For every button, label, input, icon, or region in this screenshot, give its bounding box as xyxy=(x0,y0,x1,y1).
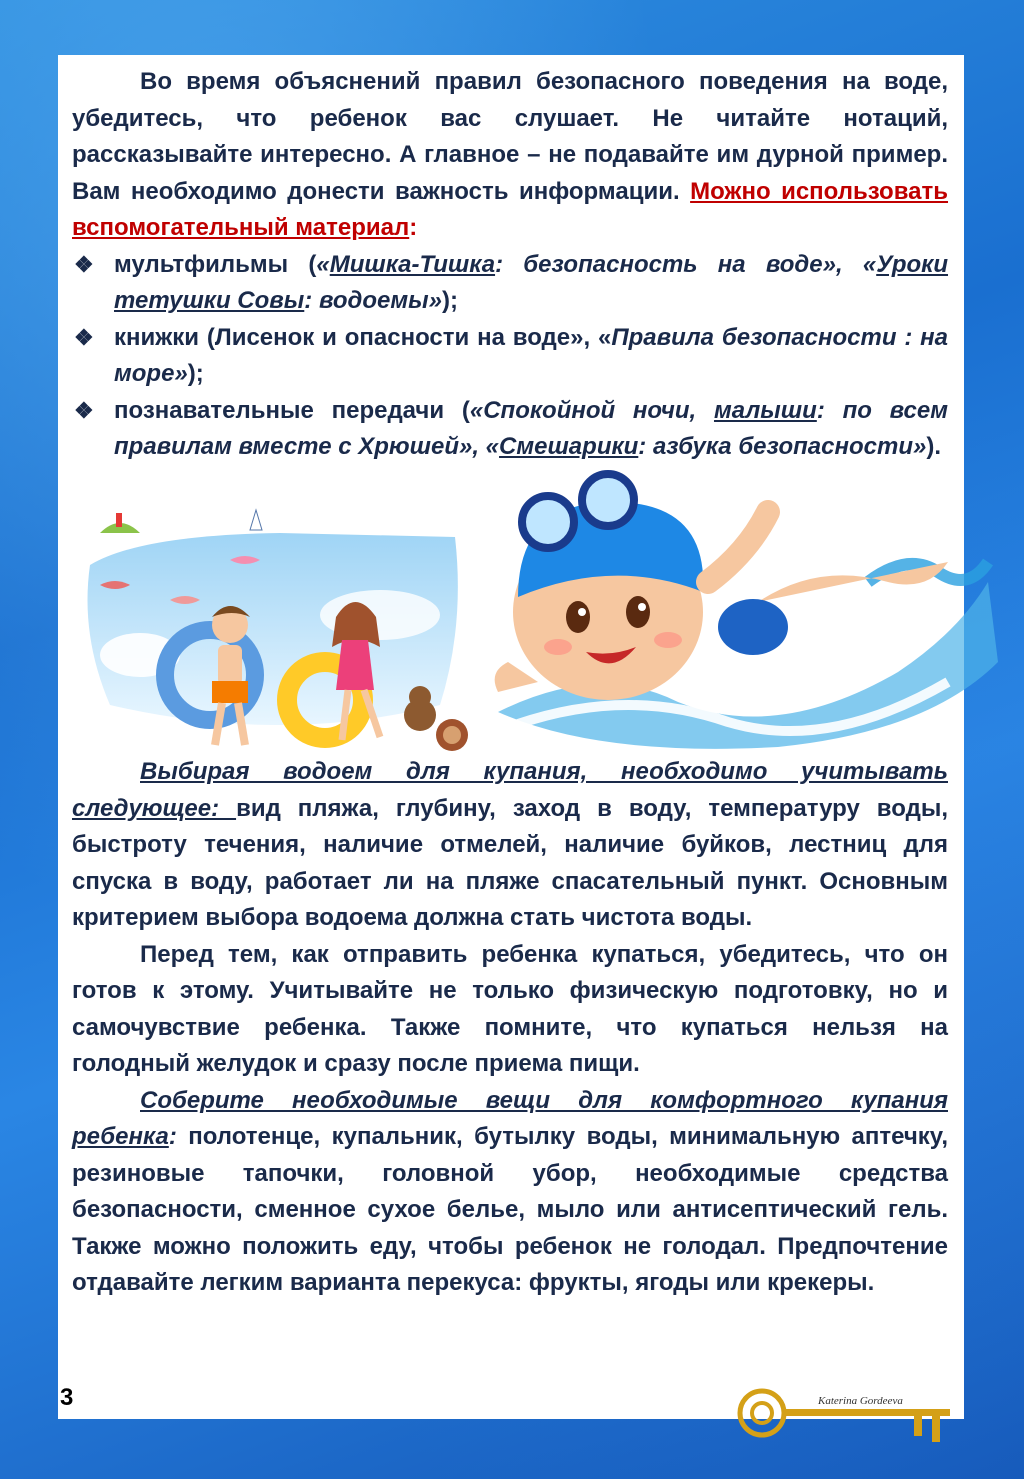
material-colon: : xyxy=(409,214,418,241)
bullet-lead: познавательные передачи ( xyxy=(114,396,470,424)
logo-text: Katerina Gordeeva xyxy=(818,1395,903,1407)
intro-paragraph xyxy=(72,64,948,247)
bullet-end: ); xyxy=(441,287,458,314)
cartoon-link-1[interactable]: Мишка-Тишка xyxy=(329,250,496,278)
bullet-end: ). xyxy=(926,433,941,460)
packing-paragraph xyxy=(72,1083,948,1302)
packing-text: полотенце, купальник, бутылку воды, минимальную аптечку, резиновые тапочки, головной убор, необходимые средства безопасности, сменное сухое белье, мыло или антисептический гель. Также можно положить еду, чтобы ребенок не голодал. Предпочтение отдавайте легким варианта перекуса: фрукты, ягоды или крекеры. xyxy=(72,1123,948,1296)
bullet-lead: книжки (Лисенок и опасности на воде», « xyxy=(114,323,612,351)
show-link-1[interactable]: малыши xyxy=(713,396,817,424)
page-number: 3 xyxy=(60,1384,74,1411)
kids-beach-illustration xyxy=(80,505,470,760)
list-item-books xyxy=(72,320,948,393)
bullet-text: : водоемы» xyxy=(304,287,442,314)
show-text: : по всем правилам вместе с Хрюшей», « xyxy=(114,396,948,460)
bullet-end: ); xyxy=(187,360,204,387)
readiness-paragraph xyxy=(72,937,948,1083)
diamond-bullet-icon: ❖ xyxy=(74,397,94,423)
list-item-cartoons xyxy=(72,247,948,320)
show-text: : азбука безопасности» xyxy=(638,433,927,460)
pond-paragraph xyxy=(72,754,948,937)
book-title: Правила безопасности : на море» xyxy=(114,323,949,387)
pond-lead: Выбирая водоем для купания, необходимо учитывать следующее: xyxy=(72,758,948,822)
packing-colon: : xyxy=(168,1123,177,1150)
readiness-text: Перед тем, как отправить ребенка купаться, убедитесь, что он готов к этому. Учитывайте не только физическую подготовку, но и самочувствие ребенка. Также помните, что купаться нельзя на голодный желудок и сразу после приема пищи. xyxy=(72,940,948,1077)
bullet-text: : безопасность на воде», « xyxy=(495,250,877,278)
show-link-2[interactable]: Смешарики xyxy=(499,433,639,460)
intro-text: Во время объяснений правил безопасного поведения на воде, убедитесь, что ребенок вас слушает. Не читайте нотаций, рассказывайте интересно. А главное – не подавайте им дурной пример. Вам необходимо донести важность информации. xyxy=(72,68,948,205)
key-logo-icon xyxy=(734,1383,954,1449)
cartoon-link-2[interactable]: Уроки тетушки Совы xyxy=(114,250,949,314)
diamond-bullet-icon: ❖ xyxy=(74,324,94,350)
show-text: «Спокойной ночи, xyxy=(469,396,714,424)
bullet-lead: мультфильмы ( xyxy=(114,250,317,278)
diamond-bullet-icon: ❖ xyxy=(74,251,94,277)
packing-lead: Соберите необходимые вещи для комфортного купания ребенка xyxy=(72,1086,948,1150)
materials-list xyxy=(72,247,948,466)
intro-block xyxy=(72,64,948,466)
list-item-shows xyxy=(72,393,948,466)
quote-mark: « xyxy=(316,250,330,278)
pond-text: вид пляжа, глубину, заход в воду, температуру воды, быстроту течения, наличие отмелей, наличие буйков, лестниц для спуска в воду, работает ли на пляже спасательный пункт. Основным критерием выбора водоема должна стать чистота воды. xyxy=(72,794,948,931)
swimming-boy-illustration xyxy=(478,462,998,752)
material-link[interactable]: Можно использовать вспомогательный материал xyxy=(72,177,949,241)
body-block xyxy=(72,754,948,1302)
